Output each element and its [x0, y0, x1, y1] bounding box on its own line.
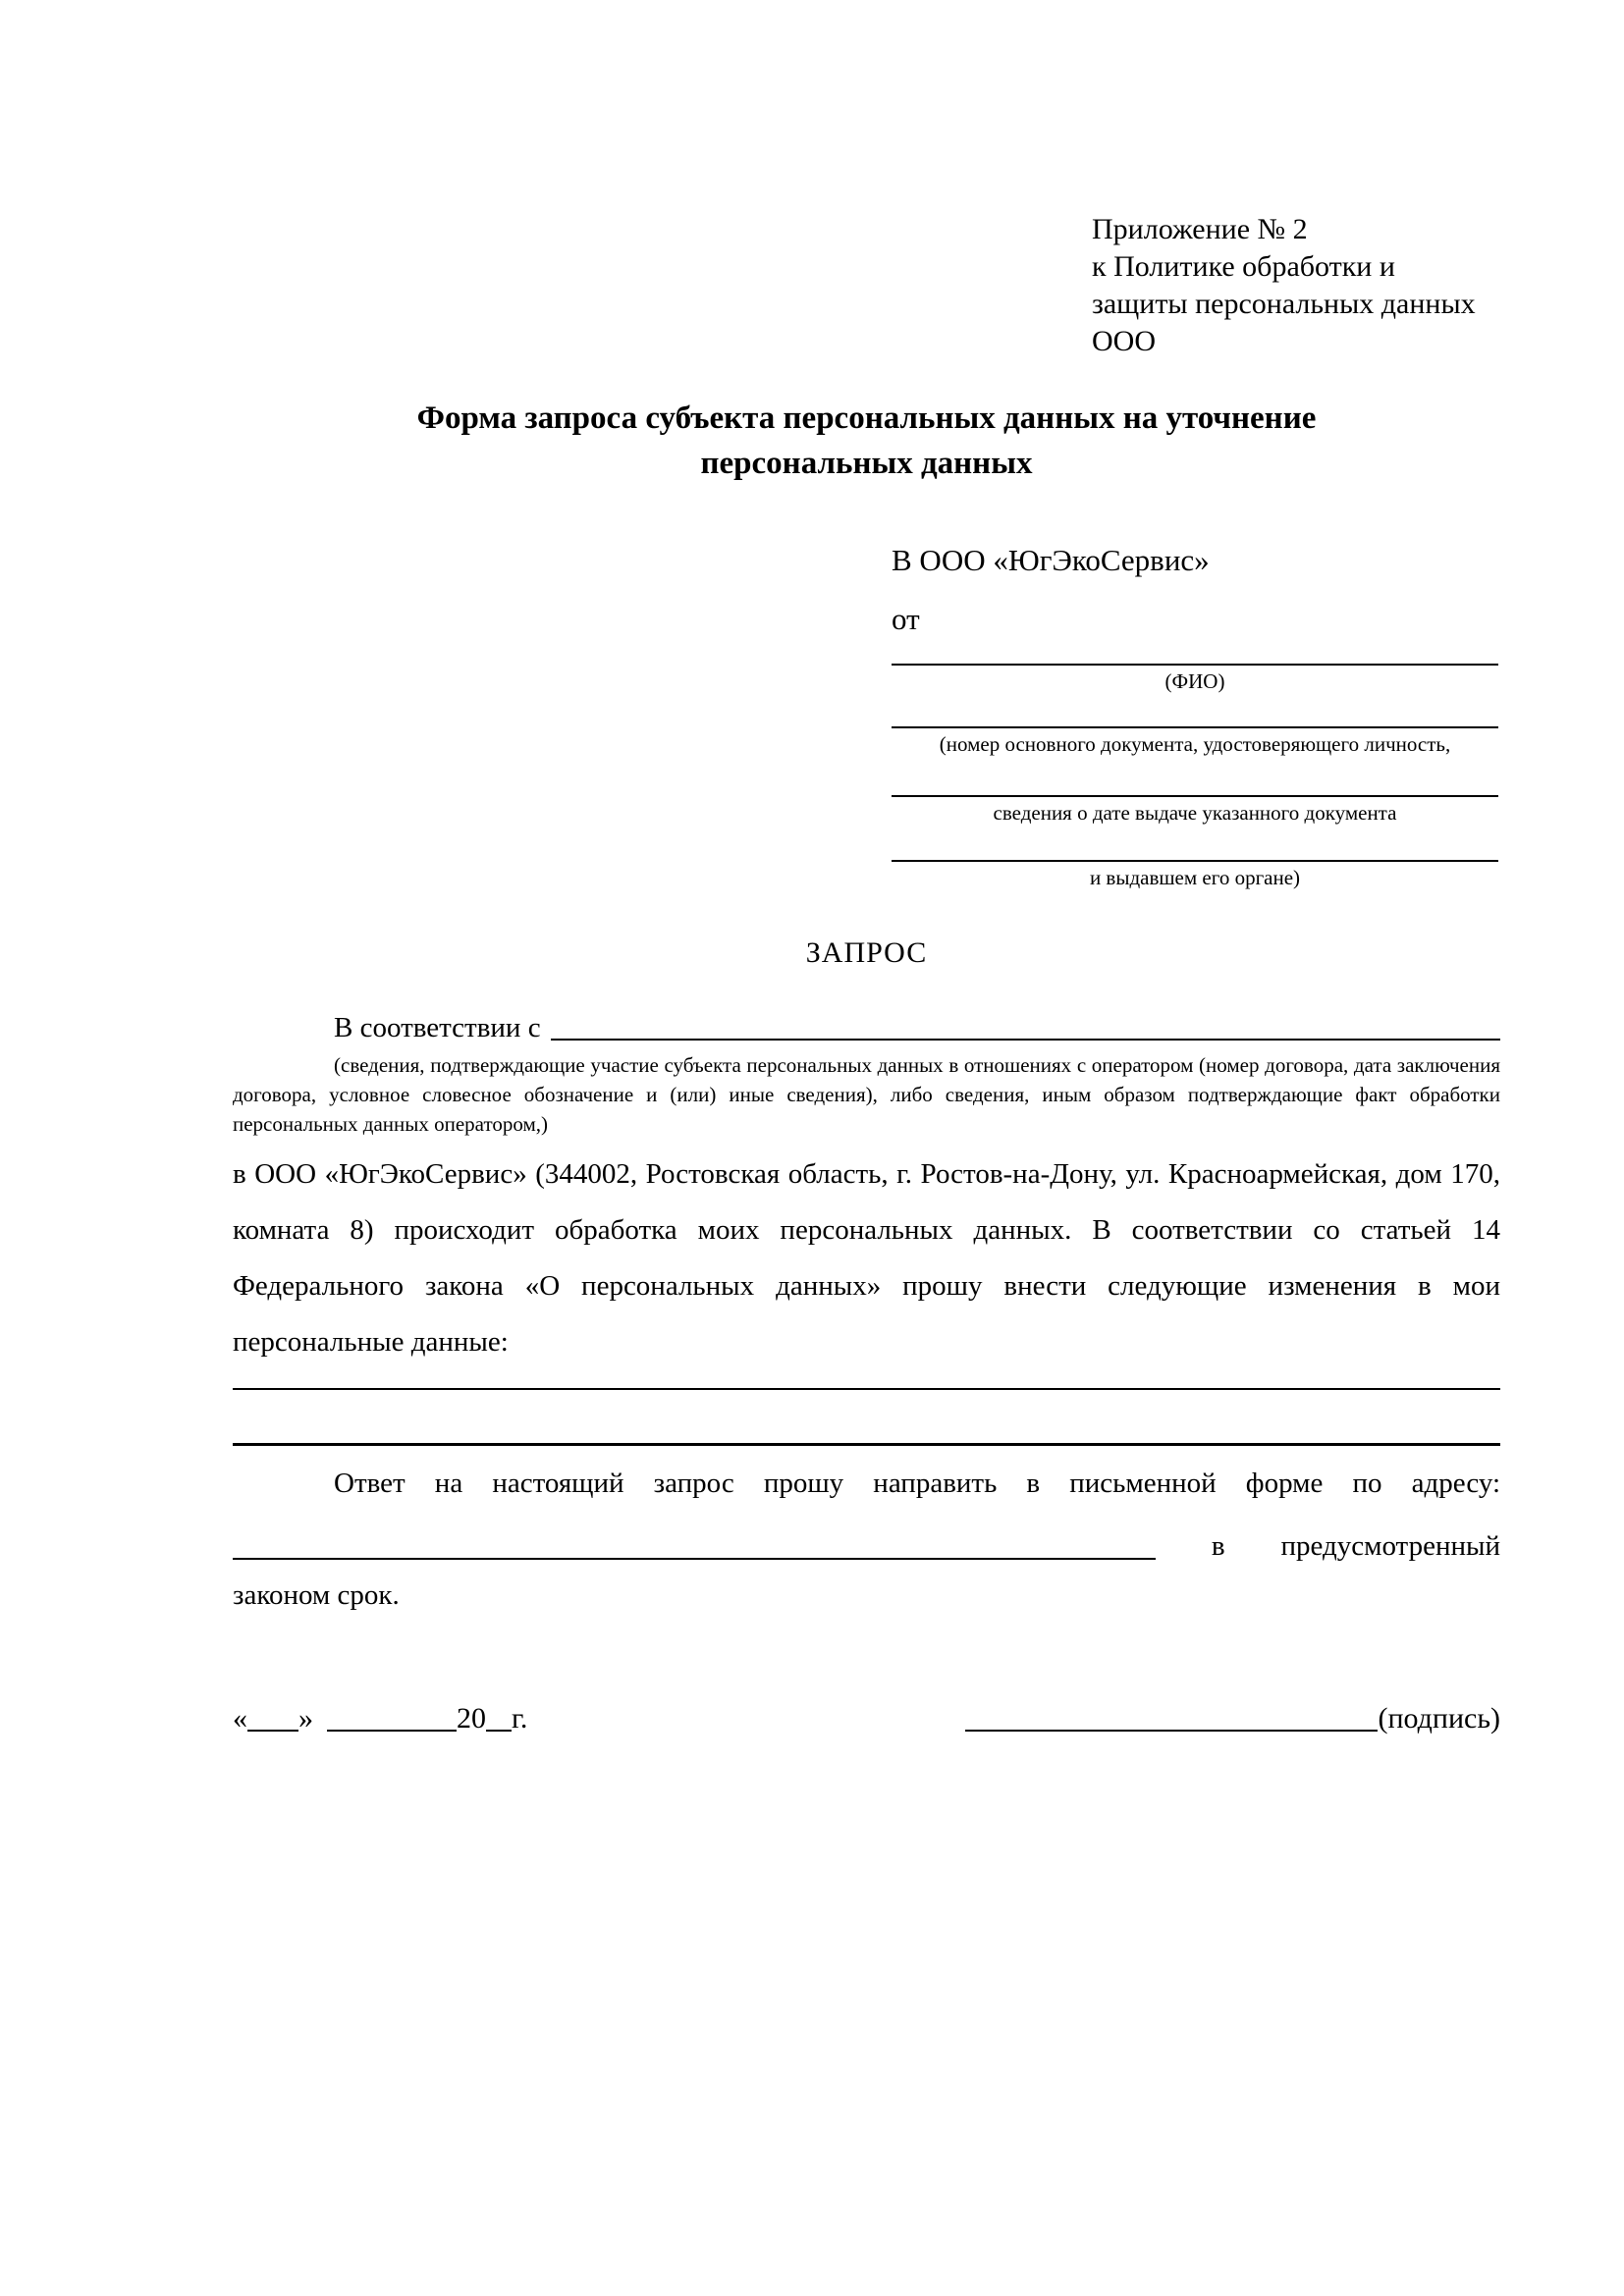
signature-caption: (подпись) [1378, 1702, 1500, 1735]
basis-footnote: (сведения, подтверждающие участие субъекта персональных данных в отношениях с оператором (номер договора, дата заключения договора, условное словесное обозначение и (или) иные сведения), либо сведения, иным образом подтверждающие факт обработки персональных данных оператором,) [233, 1053, 1500, 1136]
date-year-prefix: 20 [457, 1702, 486, 1735]
basis-row [233, 1009, 1500, 1046]
changes-blank-line-2 [233, 1390, 1500, 1446]
basis-prefix: В соответствии с [334, 1012, 541, 1043]
document-content [233, 0, 1500, 1737]
document-number-blank-line [892, 695, 1498, 728]
appendix-line-3: защиты персональных данных [1092, 288, 1476, 320]
reply-word-predusmotrenny: предусмотренный [1280, 1530, 1500, 1562]
date-year-suffix: г. [512, 1702, 528, 1735]
document-number-caption: (номер основного документа, удостоверяющего личность, [939, 732, 1451, 756]
date-close-quote: » [298, 1702, 313, 1735]
date-month-blank [327, 1728, 457, 1732]
addressee-organization: В ООО «ЮгЭкоСервис» [892, 543, 1210, 577]
reply-intro: Ответ на настоящий запрос прошу направить в письменной форме по адресу: [334, 1468, 1500, 1499]
signature-field [965, 1700, 1500, 1737]
issuing-authority-blank-line [892, 827, 1498, 862]
document-title: Форма запроса субъекта персональных данных на уточнение персональных данных [416, 400, 1317, 481]
changes-blank-line-1 [233, 1370, 1500, 1390]
reply-word-v: в [1211, 1530, 1225, 1562]
signature-blank-line [965, 1728, 1378, 1732]
issue-date-caption: сведения о дате выдаче указанного документа [993, 801, 1397, 825]
appendix-note [1092, 211, 1500, 360]
fio-caption: (ФИО) [1164, 669, 1225, 693]
reply-address-row [233, 1512, 1500, 1568]
basis-blank-line [551, 1039, 1500, 1041]
date-field [233, 1700, 527, 1737]
addressee-from-label: от [892, 602, 920, 636]
issuing-authority-caption: и выдавшем его органе) [1089, 866, 1301, 889]
reply-suffix: законом срок. [233, 1579, 400, 1611]
request-heading: ЗАПРОС [805, 936, 928, 969]
footer-row [233, 1700, 1500, 1737]
fio-blank-line [892, 638, 1498, 666]
appendix-line-4: ООО [1092, 325, 1156, 357]
date-open-quote: « [233, 1702, 247, 1735]
appendix-line-1: Приложение № 2 [1092, 213, 1308, 245]
addressee-block [892, 542, 1498, 891]
issue-date-blank-line [892, 758, 1498, 797]
request-body-paragraph: в ООО «ЮгЭкоСервис» (344002, Ростовская область, г. Ростов-на-Дону, ул. Красноармейская, дом 170, комната 8) происходит обработка моих персональных данных. В соответствии со статьей 14 Федерального закона «О персональных данных» прошу внести следующие изменения в мои персональные данные: [233, 1158, 1500, 1358]
date-day-blank [247, 1728, 298, 1732]
date-year-blank [486, 1728, 512, 1732]
appendix-line-2: к Политике обработки и [1092, 250, 1395, 283]
reply-address-blank-line [233, 1558, 1156, 1560]
